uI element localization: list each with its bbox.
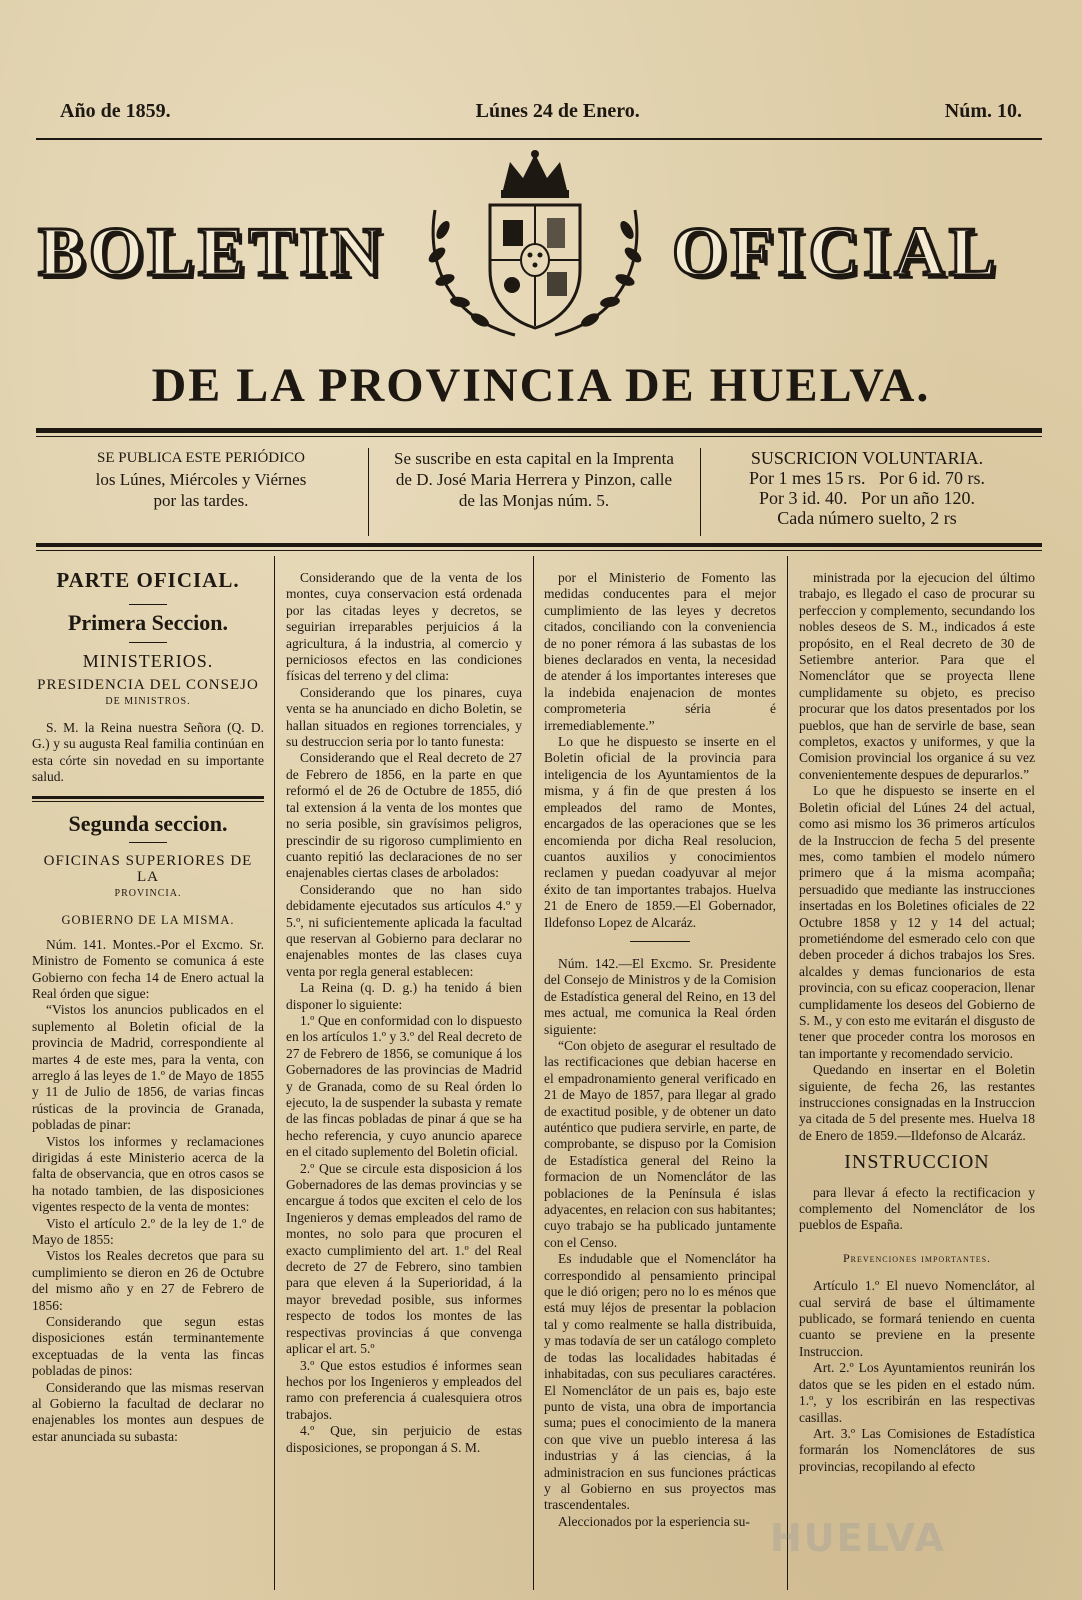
info-rule-thick bbox=[36, 543, 1042, 547]
price-line: Cada número suelto, 2 rs bbox=[777, 508, 957, 528]
subscription-info bbox=[36, 448, 1042, 538]
paragraph: Vistos los informes y reclamaciones dirigidas á este Ministerio acerca de la falta de observancia, que en otros casos se ha notado tambien, de las disposiciones vigentes respecto de la venta de montes: bbox=[32, 1133, 264, 1215]
subsection-subheading: PROVINCIA. bbox=[114, 887, 182, 899]
paragraph: Considerando que el Real decreto de 27 de Febrero de 1856, en la parte en que reformó el de 26 de Octubre de 1855, dió tal extension á la venta de los montes que no seria posible, sin gravísimos peligros, prescindir de su rigoroso cumplimiento en cuanto repitió las declaraciones de no ser enajenables ciertas clases de arbolados: bbox=[286, 750, 522, 881]
paragraph: “Vistos los anuncios publicados en el suplemento al Boletin oficial de la provincia de Madrid, correspondiente al martes 4 de este mes, para la venta, con arreglo á las leyes de 1.º de Mayo de 1855 y 11 de Julio de 1856, de varias fincas rústicas de la provincia de Granada, pobladas de pinar: bbox=[32, 1002, 264, 1133]
column-divider bbox=[787, 556, 788, 1590]
paragraph: Núm. 142.—El Excmo. Sr. Presidente del Consejo de Ministros y de la Comision de Estadística general del Reino, en 13 del mes actual, me comunica la Real órden siguiente: bbox=[544, 955, 776, 1037]
price-line: Por 3 id. 40. Por un año 120. bbox=[759, 488, 975, 508]
issue-date: Lúnes 24 de Enero. bbox=[475, 100, 640, 122]
paragraph: Considerando que segun estas disposiciones están terminantemente exceptuadas de la venta las fincas pobladas de pinos: bbox=[32, 1314, 264, 1379]
price-line: Por 1 mes 15 rs. Por 6 id. 70 rs. bbox=[748, 468, 985, 488]
divider bbox=[129, 604, 167, 605]
divider bbox=[129, 642, 167, 643]
info-line: por las tardes. bbox=[153, 491, 249, 510]
divider bbox=[32, 796, 264, 799]
paragraph: Artículo 1.º El nuevo Nomenclátor, al cual servirá de base el últimamente publicado, se formará teniendo en cuenta cuanto se previene en la presente Instruccion. bbox=[799, 1278, 1035, 1359]
subsection-subheading: DE MINISTROS. bbox=[105, 695, 191, 707]
section-heading: PARTE OFICIAL. bbox=[56, 570, 240, 592]
masthead-rule-thin bbox=[36, 436, 1042, 437]
paragraph: “Con objeto de asegurar el resultado de las rectificaciones que debian hacerse en el empadronamiento general verificado en 21 de Mayo de 1857, para llegar al grado de exactitud posible, y de obtener un dato auténtico que pudiera servirle, en parte, de comprobante, se dispuso por la Comision de Estadística general del Reino la formacion de un Nomenclátor de las poblaciones de la Península é islas adyacentes, en relacion con sus habitantes; cuyo trabajo se ha publicado juntamente con el Censo. bbox=[544, 1037, 776, 1250]
paragraph: Vistos los Reales decretos que para su cumplimiento se dieron en 26 de Octubre del mismo año y en 27 de Febrero de 1856: bbox=[32, 1248, 264, 1313]
paragraph: Considerando que las mismas reservan al Gobierno la facultad de declarar no enajenables los montes aun despues de estar anunciada su subasta: bbox=[32, 1379, 264, 1444]
header-rule bbox=[36, 138, 1042, 140]
info-line: los Lúnes, Miércoles y Viérnes bbox=[95, 470, 307, 489]
issue-number: Núm. 10. bbox=[944, 100, 1022, 122]
divider bbox=[129, 842, 167, 843]
watermark: HUELVA bbox=[770, 1516, 946, 1560]
info-line: de las Monjas núm. 5. bbox=[458, 491, 610, 510]
paragraph: Visto el artículo 2.º de la ley de 1.º de Mayo de 1855: bbox=[32, 1215, 264, 1247]
subscription-prices bbox=[702, 448, 1032, 528]
header-line bbox=[60, 100, 1022, 123]
column-divider bbox=[368, 448, 369, 536]
masthead-rule-thick bbox=[36, 428, 1042, 433]
paragraph: Aleccionados por la esperiencia su- bbox=[558, 1513, 750, 1529]
issue-year: Año de 1859. bbox=[60, 100, 171, 122]
article-column-4 bbox=[799, 570, 1035, 1590]
column-divider bbox=[533, 556, 534, 1590]
article-column-2 bbox=[286, 570, 522, 1590]
info-line: SE PUBLICA ESTE PERIÓDICO bbox=[97, 450, 305, 466]
paragraph: S. M. la Reina nuestra Señora (Q. D. G.) y su augusta Real familia continúan en esta córte sin novedad en su importante salud. bbox=[32, 720, 264, 785]
masthead-oficial: OFICIAL bbox=[672, 214, 1000, 291]
paragraph: Quedando en insertar en el Boletin siguiente, de fecha 26, las restantes instrucciones consignadas en la Instruccion ya citada de 5 del presente mes. Huelva 18 de Enero de 1859.—Ildefonso de Alcaráz. bbox=[799, 1062, 1035, 1143]
subscription-place bbox=[370, 448, 698, 511]
section-heading: Primera Seccion. bbox=[67, 610, 229, 636]
prices-title: SUSCRICION VOLUNTARIA. bbox=[750, 448, 984, 468]
paragraph: 2.º Que se circule esta disposicion á los Gobernadores de las demas provincias y se encargue á todos que exciten el celo de los Ingenieros y demas empleados del ramo de montes, no solo para que procuren el exacto cumplimiento del art. 1.º del Real decreto de 27 de Febrero, sino tambien para que eleven á la Superioridad, á la mayor brevedad posible, sus informes respecto de todos los montes de las respectivas provincias á que convenga aplicar el art. 5.º bbox=[286, 1160, 522, 1357]
info-rule-thin bbox=[36, 550, 1042, 551]
paragraph: para llevar á efecto la rectificacion y complemento del Nomenclátor de los pueblos de España. bbox=[799, 1184, 1035, 1233]
section-heading: INSTRUCCION bbox=[844, 1151, 990, 1174]
paragraph: Lo que he dispuesto se inserte en el Boletin oficial del Lúnes 24 del actual, como asi mismo los 36 primeros artículos de la Instruccion de fecha 5 del presente mes, como tambien el modelo número primero que á la misma acompaña; persuadido que mediante las instrucciones insertadas en los Boletines oficiales de 22 Octubre 1858 y 12 y 14 del actual; prometiéndome del esmerado celo con que deben proceder á dichos trabajos los Sres. alcaldes y demas funcionarios de esta provincia, con su eficaz cooperacion, llenar cumplidamente los deseos del Gobierno de S. M., y con esto me evitarán el disgusto de tener que proceder contra los morosos en tan importante y recomendado servicio. bbox=[799, 783, 1035, 1061]
subsection-heading: PRESIDENCIA DEL CONSEJO bbox=[37, 677, 259, 694]
paragraph: Considerando que los pinares, cuya venta se ha anunciado en dicho Boletin, se hallan situados en regiones torrenciales, y su destruccion seria por lo tanto funesta: bbox=[286, 684, 522, 750]
paragraph: Lo que he dispuesto se inserte en el Boletin oficial de la provincia para inteligencia de los Ayuntamientos de la misma, y á fin de que presten á los empleados del ramo de Montes, encargados de las operaciones que se les encomienda por dicha Real resolucion, cuantos auxilios y conocimientos reclamen y puedan coadyuvar al mejor éxito de tan importantes trabajos. Huelva 21 de Enero de 1859.—El Gobernador, Ildefonso Lopez de Alcaráz. bbox=[544, 734, 776, 930]
paragraph: Art. 3.º Las Comisiones de Estadística formarán los Nomenclátores de sus provincias, recopilando al efecto bbox=[799, 1425, 1035, 1474]
subsection-heading: Prevenciones importantes. bbox=[842, 1250, 992, 1265]
paragraph: 1.º Que en conformidad con lo dispuesto en los artículos 1.º y 3.º del Real decreto de 27 de Febrero de 1856, se comunique á los Gobernadores de las provincias de Madrid y de Granada, como de su Real órden lo ejecuto, la de suspender la subasta y remate de las fincas pobladas de pinar á que se ha hecho referencia, y cuyo anuncio aparece en el citado suplemento del Boletin oficial. bbox=[286, 1012, 522, 1160]
publication-schedule bbox=[46, 448, 356, 511]
paragraph: por el Ministerio de Fomento las medidas conducentes para el mejor cumplimiento de las leyes y decretos citados, conciliando con la conveniencia de no poner rémora á las subastas de los bienes declarados en venta, la necesidad de atender á los importantes intereses que la indebida enajenacion de montes comprometeria séria é irremediablemente.” bbox=[544, 570, 776, 733]
paragraph: Considerando que no han sido debidamente ejecutados sus artículos 4.º y 5.º, ni suficientemente aplicada la facultad que reservan al Gobierno para declarar no enajenables montes de las clases cuya venta por regla general establecen: bbox=[286, 881, 522, 979]
info-line: de D. José Maria Herrera y Pinzon, calle bbox=[395, 470, 673, 489]
masthead-subtitle: DE LA PROVINCIA DE HUELVA. bbox=[151, 359, 931, 412]
paragraph: 3.º Que estos estudios é informes sean hechos por los Ingenieros y empleados del ramo con preferencia á cualesquiera otros trabajos. bbox=[286, 1357, 522, 1422]
divider bbox=[32, 801, 264, 802]
subsection-heading: OFICINAS SUPERIORES DE LA bbox=[43, 853, 253, 886]
paragraph: 4.º Que, sin perjuicio de estas disposiciones, se propongan á S. M. bbox=[286, 1423, 522, 1455]
paragraph: La Reina (q. D. g.) ha tenido á bien disponer lo siguiente: bbox=[286, 980, 522, 1012]
paragraph: Considerando que de la venta de los montes, cuya conservacion está ordenada por las citadas leyes y decretos, se seguirian irreparables perjuicios á la agricultura, á la industria, al comercio y perniciosos efectos en las condiciones físicas del terreno y del clima: bbox=[286, 570, 522, 684]
column-divider bbox=[700, 448, 701, 536]
coat-of-arms-icon bbox=[415, 150, 655, 345]
paragraph: ministrada por la ejecucion del último trabajo, es llegado el caso de procurar su perfeccion y complemento, secundando los nobles deseos de S. M., indicados á este propósito, en el Real decreto de 30 de Setiembre anterior. Para que el Nomenclátor que se proyecta llene cumplidamente su objeto, es preciso procurar que los datos presentados por los pueblos, que han de servirle de base, sean completos, exactos y uniformes, y que la Comision provincial los organice á su vez convenientemente despues de depurarlos.” bbox=[799, 570, 1035, 782]
subsection-heading: GOBIERNO DE LA MISMA. bbox=[61, 913, 235, 928]
section-heading: MINISTERIOS. bbox=[82, 650, 214, 671]
paragraph: Art. 2.º Los Ayuntamientos reunirán los datos que se les piden en el estado núm. 1.º, y los escribirán en las respectivas casillas. bbox=[799, 1360, 1035, 1425]
article-column-1 bbox=[32, 570, 264, 1590]
column-divider bbox=[274, 556, 275, 1590]
paragraph: Núm. 141. Montes.-Por el Excmo. Sr. Ministro de Fomento se comunica á este Gobierno con fecha 14 de Enero actual la Real órden que sigue: bbox=[32, 936, 264, 1001]
section-heading: Segunda seccion. bbox=[68, 810, 228, 836]
masthead-boletin: BOLETIN bbox=[38, 214, 385, 291]
article-column-3 bbox=[544, 570, 776, 1590]
divider bbox=[630, 941, 690, 942]
paragraph: Es indudable que el Nomenclátor ha correspondido al pensamiento principal que le dió origen; pero no lo es ménos que está muy léjos de presentar la poblacion tal y como realmente se halla distribuida, y mas todavía de ser un catálogo completo de todas las localidades habitadas é inhabitadas, con sus peculiares caractéres. El Nomenclátor de un pais es, bajo este punto de vista, una obra de importancia suma; pues el conocimiento de la manera con que vive un pueblo interesa á las industrias y á las ciencias, á la administracion en sus funciones prácticas y al Gobierno en sus proyectos mas trascendentales. bbox=[544, 1251, 776, 1513]
info-line: Se suscribe en esta capital en la Imprenta bbox=[394, 449, 674, 468]
